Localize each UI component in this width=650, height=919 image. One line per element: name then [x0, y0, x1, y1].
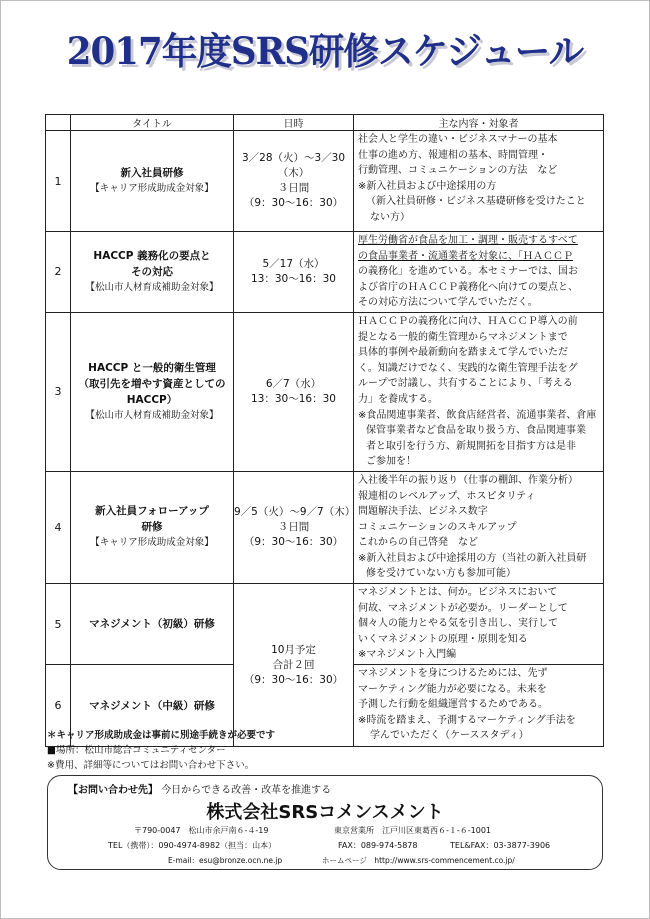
content-line: マーケティング能力が必要になる。未来を	[358, 683, 547, 695]
date-line: 6／7（水）	[265, 377, 322, 390]
note-subsidy: ＊キャリア形成助成金は事前に別途手続きが必要です	[47, 730, 276, 741]
content-line: ＨＡＣＣＰの義務化に向け、ＨＡＣＣＰ導入の前	[358, 315, 578, 327]
content-line: ※新入社員および中途採用の方	[358, 180, 497, 192]
content-line: の食品事業者・流通業者を対象に、「ＨＡＣＣＰ	[358, 250, 573, 262]
row-number: 1	[46, 131, 71, 232]
date-line: （9：30〜16：30）	[243, 197, 344, 209]
schedule-table	[45, 114, 604, 747]
subsidy-note: 【松山市人材育成補助金対象】	[85, 409, 219, 421]
content-line: の義務化」を進めている。本セミナーでは、国お	[358, 266, 578, 278]
content-line: く。知識だけでなく、実践的な衛生管理手法をグ	[358, 362, 578, 374]
course-title: HACCP と一般的衛生管理	[88, 361, 216, 374]
content-line: ない方）	[370, 211, 410, 223]
content-line: 厚生労働省が食品を加工・調理・販売するすべて	[358, 235, 578, 246]
date-line: （9：30〜16：30）	[243, 673, 344, 686]
course-title-cell	[71, 584, 234, 665]
content-line: いくマネジメントの原理・原則を知る	[358, 633, 528, 645]
subsidy-note: 【松山市人材育成補助金対象】	[85, 281, 219, 293]
email[interactable]: E-mail：esu@bronze.ocn.ne.jp	[168, 856, 283, 865]
content-line: 予測した行動を組織運営するためである。	[358, 699, 548, 711]
date-cell	[234, 131, 354, 232]
fax: FAX：089-974-5878	[338, 841, 418, 850]
content-cell	[354, 665, 604, 747]
course-title-cell	[71, 131, 234, 232]
content-line: 提となる一般的衛生管理からマネジメントまで	[358, 331, 568, 343]
content-line: マネジメントとは、何か。ビジネスにおいて	[358, 587, 558, 599]
content-line: これからの自己啓発 など	[358, 537, 478, 549]
content-cell	[354, 584, 604, 665]
content-line: 入社後半年の振り返り（仕事の棚卸、作業分析）	[358, 474, 578, 486]
notes	[47, 728, 275, 773]
content-line: その対応方法について学んでいただく。	[358, 297, 538, 309]
course-title-cell	[71, 312, 234, 471]
row-number: 5	[46, 584, 71, 665]
contact-label: 【お問い合わせ先】	[68, 785, 158, 796]
date-line: 9／5（火）〜9／7（木）	[234, 505, 356, 518]
course-title: その対応	[131, 265, 173, 278]
course-title-cell	[71, 471, 234, 583]
content-line: ご参加を！	[366, 456, 416, 468]
date-line: ３日間	[277, 182, 310, 194]
shared-date-cell	[234, 584, 354, 747]
table-header-row	[46, 115, 604, 131]
subsidy-note: 【キャリア形成助成金対象】	[90, 183, 214, 194]
content-line: 力」を養成する。	[358, 393, 438, 405]
course-title-cell	[71, 232, 234, 313]
content-cell	[354, 131, 604, 232]
course-title: 新入社員研修	[120, 167, 184, 179]
content-line: 報連相のレベルアップ、ホスピタリティ	[358, 490, 536, 502]
course-title: 研修	[141, 521, 163, 534]
date-line: 10月予定	[271, 643, 316, 656]
content-line: 者と取引を行う方、新規開拓を目指す方は是非	[366, 440, 576, 452]
course-title: 新入社員フォローアップ	[95, 505, 209, 518]
content-cell	[354, 471, 604, 583]
address-tokyo: 東京営業所 江戸川区東葛西６-１-６-1001	[334, 826, 492, 835]
address-matsuyama: 〒790-0047 松山市余戸南６-４-19	[134, 826, 269, 835]
course-title: HACCP 義務化の要点と	[93, 249, 211, 262]
row-number: 3	[46, 312, 71, 471]
page-title: 2017年度SRS研修スケジュール	[66, 29, 584, 73]
table-row	[46, 232, 604, 313]
row-number: 2	[46, 232, 71, 313]
table-row	[46, 471, 604, 583]
subsidy-note: 【キャリア形成助成金対象】	[90, 537, 214, 549]
course-title: （取引先を増やす資産としての	[78, 377, 226, 390]
content-line: 行動管理、コミュニケーションの方法 など	[358, 165, 558, 177]
date-line: 13：30〜16：30	[251, 392, 336, 405]
table-row	[46, 131, 604, 232]
content-line: コミュニケーションのスキルアップ	[358, 521, 517, 533]
row-number: 6	[46, 665, 71, 747]
table-row	[46, 584, 604, 665]
contact-tagline: 今日からできる改善・改革を推進する	[161, 785, 332, 796]
header-content: 主な内容・対象者	[354, 115, 604, 131]
contact-box	[47, 775, 603, 870]
content-line: 仕事の進め方、報連相の基本、時間管理・	[358, 149, 548, 161]
row-number: 4	[46, 471, 71, 583]
content-line: よび省庁のＨＡＣＣＰ義務化へ向けての要点と、	[358, 281, 578, 293]
course-title: マネジメント（初級）研修	[89, 618, 215, 631]
header-datetime: 日時	[234, 115, 354, 131]
content-line: ※時流を踏まえ、予測するマーケティング手法を	[358, 714, 576, 726]
content-line: 学んでいただく（ケーススタディ）	[370, 730, 529, 742]
date-line: ３日間	[277, 520, 310, 533]
tel-mobile: TEL（携帯）：090-4974-8982（担当：山本）	[108, 841, 277, 850]
homepage-link[interactable]: ホームページ http://www.srs-commencement.co.jp/	[322, 856, 515, 865]
content-line: 個々人の能力とやる気を引き出し、実行して	[358, 618, 558, 630]
course-title: マネジメント（中級）研修	[89, 699, 215, 712]
content-cell	[354, 232, 604, 313]
contact-header	[68, 781, 331, 796]
date-cell	[234, 312, 354, 471]
content-line: 社会人と学生の違い・ビジネスマナーの基本	[358, 134, 558, 145]
date-line: 5／17（水）	[262, 257, 325, 270]
content-line: マネジメントを身につけるためには、先ず	[358, 668, 548, 680]
content-line: 保管事業者など食品を取り扱う方、食品関連事業	[366, 425, 586, 437]
note-fees: ※費用、詳細等についてはお問い合わせ下さい。	[47, 760, 255, 771]
content-line: 具体的事例や最新動向を踏まえて学んでいただ	[358, 347, 568, 359]
date-cell	[234, 471, 354, 583]
table-row	[46, 312, 604, 471]
content-cell	[354, 312, 604, 471]
date-line: （9：30〜16：30）	[243, 535, 344, 548]
content-line: ループで討議し、共有することにより、「考える	[358, 378, 573, 390]
tel-fax-tokyo: TEL&FAX：03-3877-3906	[450, 841, 551, 850]
content-line: ※食品関連事業者、飲食店経営者、流通事業者、倉庫	[358, 409, 597, 421]
date-line: 3／28（火）〜3／30（木）	[241, 152, 346, 179]
content-line: 問題解決手法、ビジネス数字	[358, 506, 488, 518]
note-location: ■場所：松山市総合コミュニティセンター	[47, 745, 226, 756]
content-line: 修を受けていない方も参加可能）	[366, 568, 516, 580]
header-blank	[46, 115, 71, 131]
course-title: HACCP）	[126, 393, 178, 406]
content-line: ※新入社員および中途採用の方（当社の新入社員研	[358, 552, 587, 564]
company-name: 株式会社SRSコメンスメント	[206, 802, 444, 823]
content-line: 何故、マネジメントが必要か。リーダーとして	[358, 602, 568, 614]
date-line: 合計２回	[272, 658, 315, 671]
date-line: 13：30〜16：30	[251, 272, 336, 285]
header-title: タイトル	[71, 115, 234, 131]
content-line: ※マネジメント入門編	[358, 649, 457, 661]
content-line: （新入社員研修・ビジネス基礎研修を受けたこと	[366, 196, 586, 208]
date-cell	[234, 232, 354, 313]
